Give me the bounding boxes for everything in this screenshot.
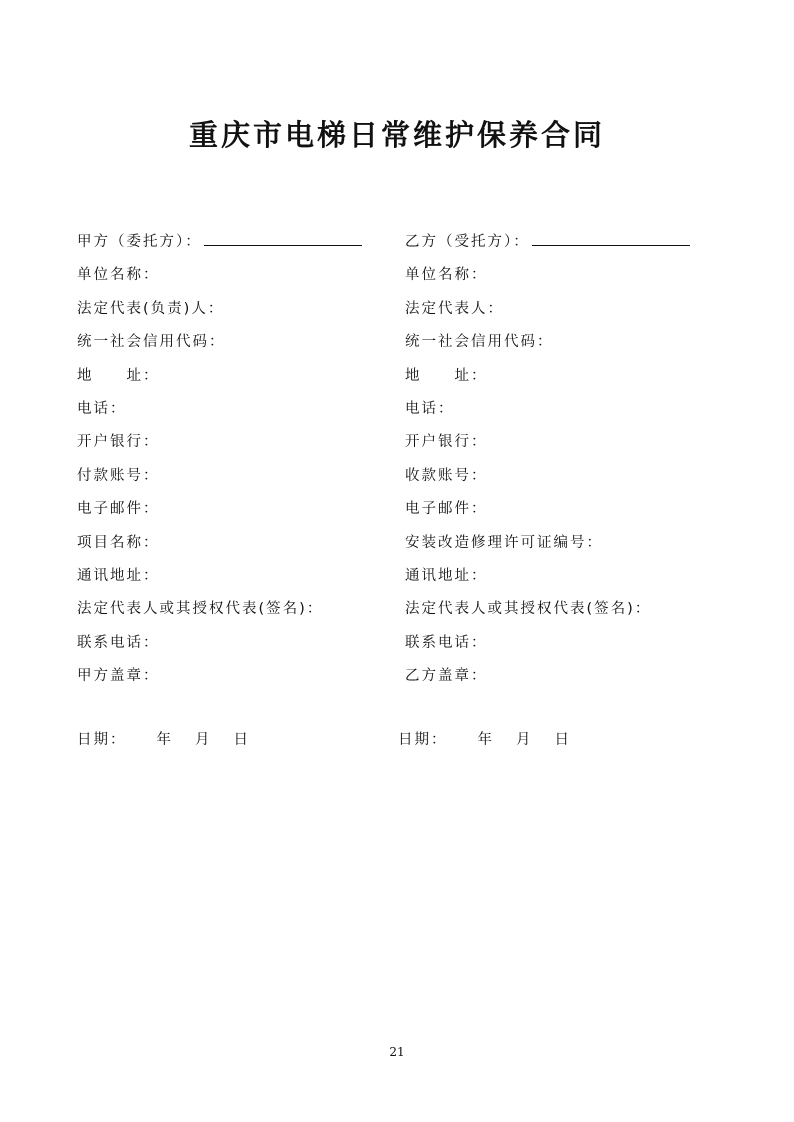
party-b-date bbox=[398, 728, 571, 749]
party-b-field: 单位名称： bbox=[405, 267, 488, 284]
party-a-field: 法定代表(负责)人： bbox=[77, 300, 225, 317]
party-a-field: 电话： bbox=[77, 400, 127, 417]
party-b-field: 地 址： bbox=[405, 367, 488, 384]
party-a-field: 电子邮件： bbox=[77, 501, 160, 518]
party-a-section bbox=[77, 228, 377, 695]
party-a-field: 地 址： bbox=[77, 367, 160, 384]
party-b-date-day: 日 bbox=[554, 732, 571, 748]
party-a-field: 法定代表人或其授权代表(签名)： bbox=[77, 601, 324, 618]
party-a-field: 单位名称： bbox=[77, 267, 160, 284]
page-number: 21 bbox=[389, 1045, 405, 1059]
party-a-field: 开户银行： bbox=[77, 434, 160, 451]
party-a-date-month: 月 bbox=[195, 732, 212, 748]
party-a-date-day: 日 bbox=[233, 732, 250, 748]
party-b-field: 安装改造修理许可证编号： bbox=[405, 534, 603, 551]
party-b-field: 乙方盖章： bbox=[405, 668, 488, 685]
party-a-heading: 甲方（委托方）： bbox=[77, 234, 202, 250]
party-b-field: 通讯地址： bbox=[405, 567, 488, 584]
party-b-date-month: 月 bbox=[516, 732, 533, 748]
party-a-date-label: 日期： bbox=[77, 732, 127, 748]
party-b-field: 联系电话： bbox=[405, 634, 488, 651]
party-b-section bbox=[405, 228, 705, 695]
party-b-field: 统一社会信用代码： bbox=[405, 334, 554, 351]
party-a-heading-row bbox=[77, 228, 377, 261]
party-a-name-blank-line[interactable] bbox=[204, 231, 362, 246]
party-a-field: 项目名称： bbox=[77, 534, 160, 551]
party-b-date-label: 日期： bbox=[398, 732, 448, 748]
party-b-field: 收款账号： bbox=[405, 467, 488, 484]
party-a-field: 付款账号： bbox=[77, 467, 160, 484]
party-b-heading-row bbox=[405, 228, 705, 261]
party-a-date bbox=[77, 728, 250, 749]
party-b-heading: 乙方（受托方）： bbox=[405, 234, 530, 250]
party-b-field: 法定代表人： bbox=[405, 300, 504, 317]
party-a-field: 甲方盖章： bbox=[77, 668, 160, 685]
party-b-field: 电子邮件： bbox=[405, 501, 488, 518]
party-b-field: 电话： bbox=[405, 400, 455, 417]
party-a-field: 联系电话： bbox=[77, 634, 160, 651]
party-b-date-year: 年 bbox=[477, 732, 494, 748]
document-title: 重庆市电梯日常维护保养合同 bbox=[188, 118, 605, 152]
party-a-date-year: 年 bbox=[156, 732, 173, 748]
party-b-name-blank-line[interactable] bbox=[532, 231, 690, 246]
party-b-field: 法定代表人或其授权代表(签名)： bbox=[405, 601, 652, 618]
party-b-field: 开户银行： bbox=[405, 434, 488, 451]
party-a-field: 统一社会信用代码： bbox=[77, 334, 226, 351]
party-a-field: 通讯地址： bbox=[77, 567, 160, 584]
